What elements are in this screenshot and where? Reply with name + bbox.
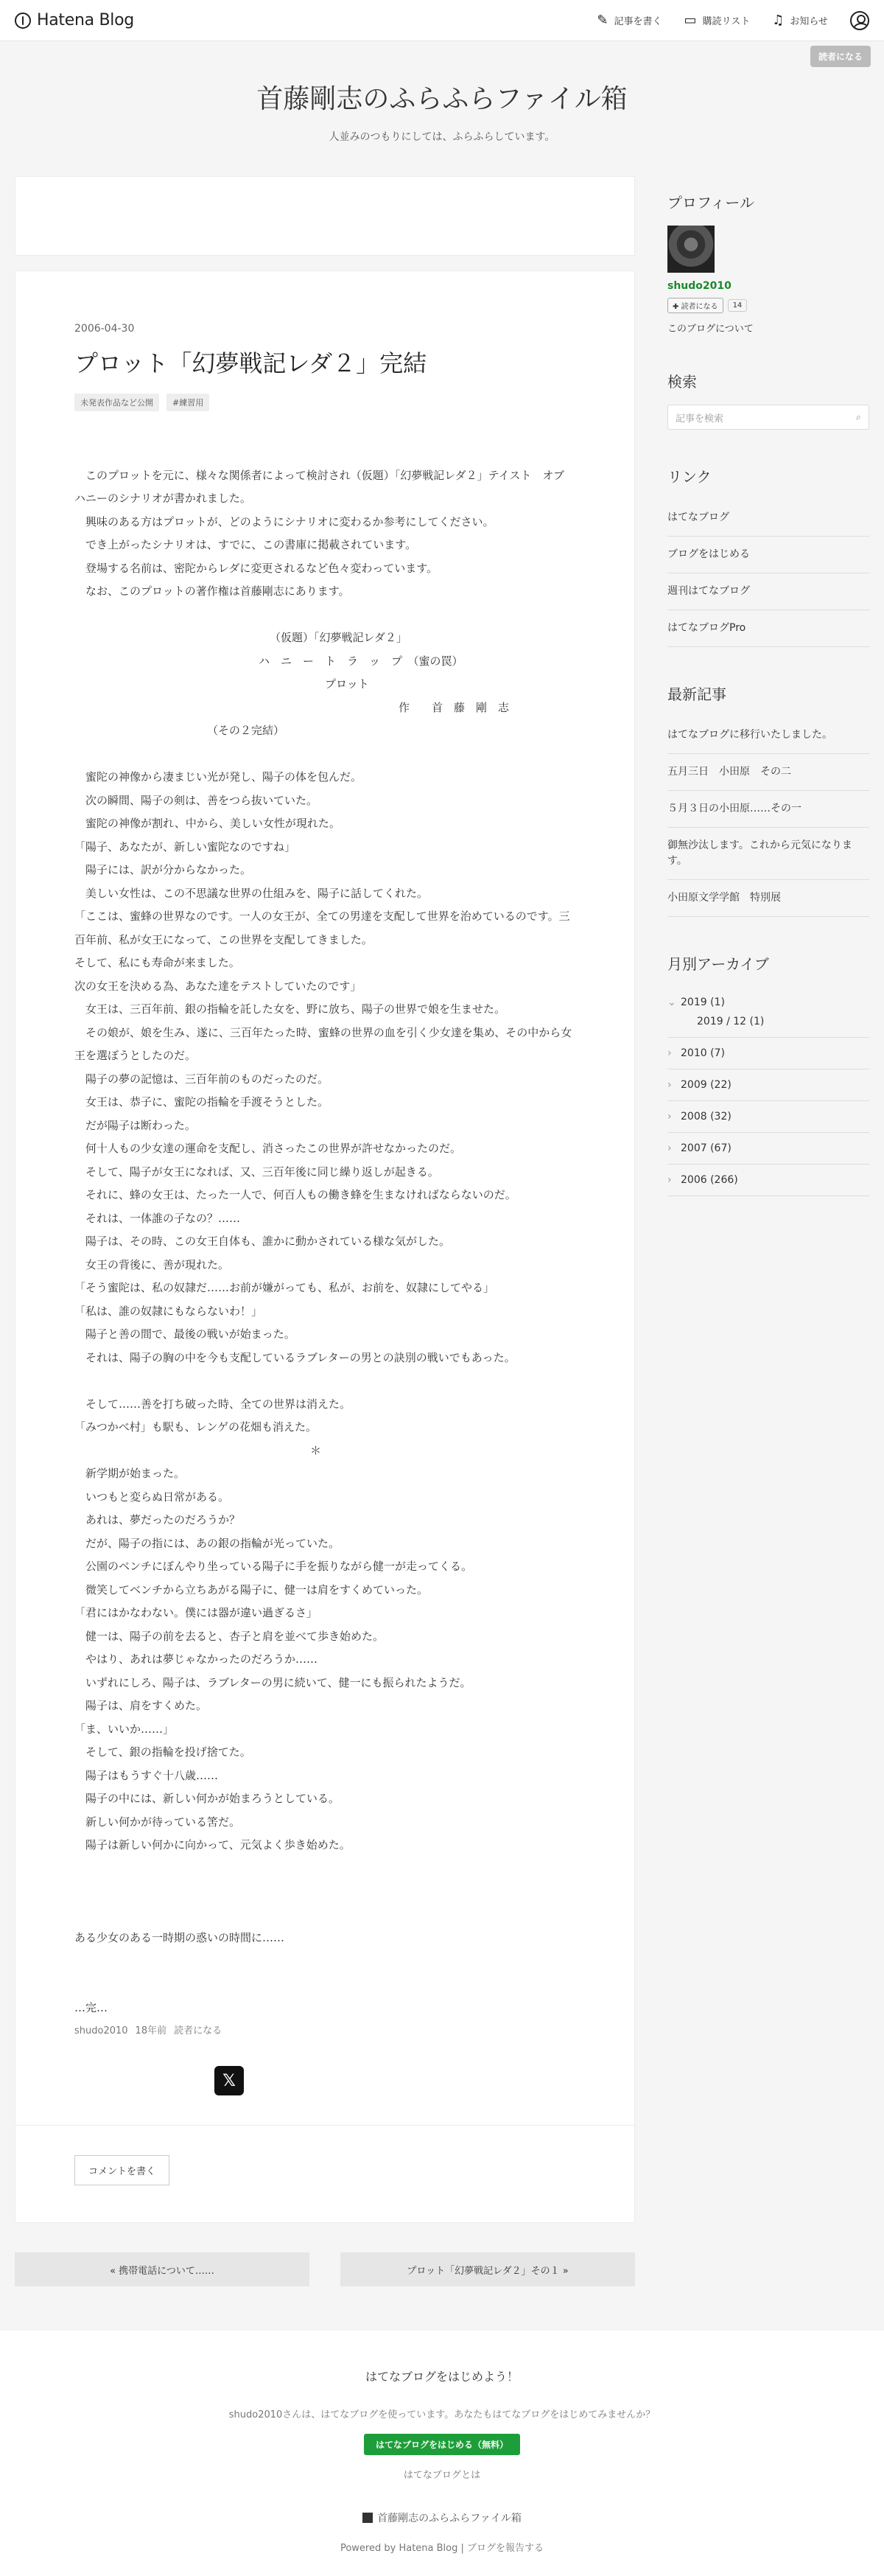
main-column	[15, 176, 635, 2286]
entry-paragraph: そして、陽子が女王になれば、又、三百年後に同じ繰り返しが起きる。	[74, 1165, 439, 1179]
entry-paragraph: （仮題）「幻夢戦記レダ２」	[270, 631, 407, 644]
subscribe-link[interactable]: 読者になる	[174, 2025, 222, 2036]
start-blog-button[interactable]: はてなブログをはじめる（無料）	[364, 2434, 520, 2455]
blog-title[interactable]: 首藤剛志のふらふらファイル箱	[256, 84, 628, 114]
category-tag[interactable]: 未発表作品など公開	[74, 394, 159, 411]
entry-paragraph: 何十人もの少女達の運命を支配し、消さったこの世界が許せなかったのだ。	[74, 1142, 462, 1155]
entry-paragraph: 陽子は新しい何かに向かって、元気よく歩き始めた。	[74, 1838, 351, 1851]
entry-paragraph: ＊	[310, 1443, 322, 1457]
next-entry-link[interactable]: プロット「幻夢戦記レダ２」その１ »	[340, 2252, 635, 2286]
pager	[15, 2252, 635, 2286]
archive-module	[667, 952, 869, 1196]
powered-by[interactable]: Powered by Hatena Blog | ブログを報告する	[340, 2543, 544, 2554]
category-tag[interactable]: #練習用	[166, 394, 209, 411]
archive-year-item[interactable]: ⌄ 2019 (1)	[667, 996, 725, 1008]
entry-paragraph	[74, 1880, 575, 1904]
entry-paragraph: ある少女のある一時期の惑いの時間に……	[74, 1931, 285, 1944]
chevron-right-icon[interactable]: ›	[667, 1142, 672, 1154]
book-icon: ▭	[684, 12, 697, 28]
entry-paragraph: 陽子の夢の記憶は、三百年前のものだったのだ。	[74, 1072, 329, 1086]
hatena-logo-icon	[15, 13, 31, 29]
links-module	[667, 465, 869, 647]
entry-paragraph: 美しい女性は、この不思議な世界の仕組みを、陽子に話してくれた。	[74, 886, 429, 900]
entry-paragraph: 公園のベンチにぼんやり坐っている陽子に手を振りながら健一が走ってくる。	[74, 1560, 473, 1573]
entry-paragraph: 次の瞬間、陽子の剣は、善をつら抜いていた。	[74, 793, 318, 807]
entry-paragraph: でき上がったシナリオは、すでに、この書庫に掲載されています。	[74, 538, 417, 551]
entry-paragraph	[74, 604, 575, 627]
recent-title: 最新記事	[667, 685, 726, 703]
entry-paragraph: そして……善を打ち破った時、全ての世界は消えた。	[74, 1397, 351, 1411]
entry-paragraph: 陽子は、肩をすくめた。	[74, 1699, 208, 1712]
entry-paragraph: あれは、夢だったのだろうか？	[74, 1513, 241, 1526]
entry-paragraph: 陽子と善の間で、最後の戦いが始まった。	[74, 1327, 295, 1341]
chevron-right-icon[interactable]: ›	[667, 1079, 672, 1091]
entry-paragraph	[74, 1904, 575, 1927]
entry-paragraph: いずれにしろ、陽子は、ラブレターの男に続いて、健一にも振られたようだ。	[74, 1675, 471, 1689]
entry-paragraph: 「君にはかなわない。僕には器が違い過ぎるさ」	[74, 1606, 318, 1619]
entry-paragraph: このプロットを元に、様々な関係者によって検討され（仮題）「幻夢戦記レダ２」テイスト オブ ハニーのシナリオが書かれました。	[74, 468, 575, 505]
link-item[interactable]: ブログをはじめる	[667, 537, 869, 573]
pencil-icon: ✎	[597, 12, 608, 28]
entry-paragraph: それは、一体誰の子なの？……	[74, 1211, 241, 1225]
prev-entry-link[interactable]: « 携帯電話について……	[15, 2252, 309, 2286]
share-buttons	[74, 2066, 575, 2095]
bell-icon: ♫	[772, 12, 785, 28]
entry-paragraph: そして、銀の指輪を投げ捨てた。	[74, 1745, 251, 1759]
entry-paragraph: 「陽子、あなたが、新しい蜜陀なのですね」	[74, 840, 296, 854]
entry-paragraph	[74, 743, 575, 767]
footer-heading: はてなブログをはじめよう！	[365, 2370, 519, 2384]
user-menu-icon[interactable]	[850, 11, 869, 30]
chevron-down-icon[interactable]: ⌄	[667, 996, 676, 1008]
entry-author[interactable]: shudo2010	[74, 2025, 128, 2036]
hatena-blog-logo[interactable]	[15, 11, 134, 29]
global-nav	[597, 11, 869, 30]
entry-paragraph: ハ ニ ー ト ラ ッ プ （蜜の罠）	[259, 654, 463, 668]
search-input[interactable]: 記事を検索 ⌕	[667, 405, 869, 430]
entry-paragraph: 蜜陀の神像が割れ、中から、美しい女性が現れた。	[74, 817, 340, 830]
entry-title[interactable]: プロット「幻夢戦記レダ２」完結	[74, 349, 427, 377]
recent-entry-link[interactable]: はてなブログに移行いたしました。	[667, 717, 869, 754]
entry-paragraph	[74, 1857, 575, 1881]
entry-paragraph: 作 首 藤 剛 志	[399, 700, 510, 714]
ad-box	[15, 176, 635, 256]
blog-icon	[362, 2513, 373, 2523]
entry-paragraph: （その２完結）	[207, 724, 285, 737]
entry-paragraph: 陽子は、その時、この女王自体も、誰かに動かされている様な気がした。	[74, 1235, 451, 1248]
entry-paragraph: 「みつかべ村」も駅も、レンゲの花畑も消えた。	[74, 1420, 318, 1434]
entry-paragraph: 「ま、いいか……」	[74, 1722, 175, 1736]
archive-title: 月別アーカイブ	[667, 955, 769, 973]
link-item[interactable]: はてなブログPro	[667, 610, 869, 647]
global-header	[0, 0, 884, 41]
recent-entry-link[interactable]: 五月三日 小田原 その二	[667, 754, 869, 791]
entry-body	[74, 441, 575, 2020]
entry-footer	[74, 2022, 575, 2036]
entry-paragraph: 興味のある方はプロットが、どのようにシナリオに変わるか参考にしてください。	[74, 514, 494, 528]
entry-categories	[74, 394, 575, 411]
entry-paragraph: 女王は、恭子に、蜜陀の指輪を手渡そうとした。	[74, 1095, 329, 1109]
entry-paragraph: いつもと変らぬ日常がある。	[74, 1490, 230, 1504]
archive-month-item[interactable]: 2019 / 12 (1)	[667, 1008, 869, 1038]
entry-paragraph: 「ここは、蜜蜂の世界なのです。一人の女王が、全ての男達を支配して世界を治めているのです。三百年前、私が女王になって、この世界を支配してきました。	[74, 910, 570, 946]
archive-year-item[interactable]: › 2010 (7)	[667, 1038, 869, 1069]
entry-paragraph: 陽子の中には、新しい何かが始まろうとしている。	[74, 1792, 340, 1805]
entry-paragraph	[74, 1369, 575, 1393]
comment-area	[15, 2125, 634, 2193]
avatar[interactable]	[667, 226, 715, 273]
recent-entries-module	[667, 683, 869, 917]
entry-paragraph: 女王の背後に、善が現れた。	[74, 1257, 230, 1271]
links-title: リンク	[667, 468, 712, 486]
profile-title: プロフィール	[667, 194, 754, 212]
entry-paragraph: 女王は、三百年前、銀の指輪を託した女を、野に放ち、陽子の世界で娘を生ませた。	[74, 1002, 506, 1016]
blog-header	[0, 41, 884, 176]
archive-year-item[interactable]: › 2008 (32)	[667, 1101, 869, 1133]
entry-paragraph: 健一は、陽子の前を去ると、杏子と肩を並べて歩き始めた。	[74, 1629, 385, 1643]
subscribe-float-button[interactable]: 読者になる	[810, 46, 871, 67]
logo-text: Hatena Blog	[37, 11, 134, 29]
x-share-icon[interactable]: 𝕏	[214, 2066, 244, 2095]
profile-module	[667, 191, 869, 335]
readers-button[interactable]: ✚ 読者になる	[667, 298, 723, 313]
link-item[interactable]: 週刊はてなブログ	[667, 573, 869, 610]
recent-entry-link[interactable]: ５月３日の小田原……その一	[667, 791, 869, 828]
recent-entry-link[interactable]: 御無沙汰します。これから元気になります。	[667, 828, 869, 880]
footer-text: shudo2010さんは、はてなブログを使っています。あなたもはてなブログをはじめてみませんか？	[228, 2409, 656, 2420]
entry-paragraph: …完…	[74, 2000, 108, 2014]
entry-paragraph	[74, 1973, 575, 1997]
entry-paragraph: 「私は、誰の奴隷にもならないわ！」	[74, 1304, 263, 1318]
footer-blog-link[interactable]: 首藤剛志のふらふらファイル箱	[0, 2510, 884, 2525]
search-module	[667, 370, 869, 430]
chevron-right-icon[interactable]: ›	[667, 1047, 672, 1059]
about-blog-link[interactable]: このブログについて	[667, 324, 754, 335]
entry-paragraph: 新しい何かが待っている筈だ。	[74, 1815, 241, 1829]
footer	[0, 2331, 884, 2576]
entry-paragraph: 「そう蜜陀は、私の奴隷だ……お前が嫌がっても、私が、お前を、奴隷にしてやる」	[74, 1281, 495, 1294]
entry-paragraph: プロット	[325, 677, 369, 691]
entry-paragraph: なお、このプロットの著作権は首藤剛志にあります。	[74, 584, 350, 598]
archive-year-item[interactable]: › 2007 (67)	[667, 1133, 869, 1165]
entry-date[interactable]: 2006-04-30	[74, 323, 135, 335]
blog-description: 人並みのつもりにしては、ふらふらしています。	[329, 131, 555, 143]
about-hatena-link[interactable]: はてなブログとは	[403, 2470, 481, 2481]
entry-paragraph	[74, 1950, 575, 1974]
subscription-list-link[interactable]: ▭ 購読リスト	[684, 12, 751, 28]
entry-paragraph: それは、陽子の胸の中を今も支配しているラブレターの男との訣別の戦いでもあった。	[74, 1350, 516, 1364]
entry-paragraph: 登場する名前は、密陀からレダに変更されるなど色々変わっています。	[74, 561, 438, 575]
entry-paragraph: だが陽子は断わった。	[74, 1118, 196, 1132]
entry-paragraph	[74, 441, 575, 464]
entry-paragraph: やはり、あれは夢じゃなかったのだろうか……	[74, 1652, 318, 1666]
chevron-right-icon[interactable]: ›	[667, 1174, 672, 1186]
entry-paragraph: 陽子には、訳が分からなかった。	[74, 863, 252, 876]
content-wrapper	[15, 176, 869, 2286]
notifications-link[interactable]: ♫ お知らせ	[772, 12, 828, 28]
entry	[15, 270, 635, 2223]
link-item[interactable]: はてなブログ	[667, 500, 869, 537]
profile-name[interactable]: shudo2010	[667, 280, 732, 292]
entry-age[interactable]: 18年前	[135, 2025, 167, 2036]
entry-paragraph: 微笑してベンチから立ちあがる陽子に、健一は肩をすくめていった。	[74, 1582, 429, 1596]
readers-count[interactable]: 14	[728, 299, 748, 312]
entry-paragraph: その娘が、娘を生み、遂に、三百年たった時、蜜蜂の世界の血を引く少女達を集め、その中から女王を選ぼうとしたのだ。	[74, 1025, 572, 1062]
sidebar	[667, 176, 869, 1232]
entry-paragraph: そして、私にも寿命が来ました。	[74, 956, 240, 969]
write-entry-link[interactable]: ✎ 記事を書く	[597, 12, 662, 28]
profile-readers	[667, 298, 869, 313]
entry-paragraph: 陽子はもうすぐ十八歳……	[74, 1768, 219, 1782]
recent-entry-link[interactable]: 小田原文学学館 特別展	[667, 880, 869, 917]
write-comment-button[interactable]: コメントを書く	[74, 2155, 169, 2185]
chevron-right-icon[interactable]: ›	[667, 1111, 672, 1123]
search-title: 検索	[667, 373, 697, 391]
archive-year-item[interactable]: › 2009 (22)	[667, 1069, 869, 1101]
entry-paragraph: だが、陽子の指には、あの銀の指輪が光っていた。	[74, 1536, 340, 1550]
search-icon[interactable]: ⌕	[855, 411, 861, 423]
archive-year-item[interactable]: › 2006 (266)	[667, 1165, 869, 1196]
entry-paragraph: それに、蜂の女王は、たった一人で、何百人もの働き蜂を生まなければならないのだ。	[74, 1188, 516, 1201]
entry-paragraph: 新学期が始まった。	[74, 1467, 186, 1480]
entry-paragraph: 蜜陀の神像から凄まじい光が発し、陽子の体を包んだ。	[74, 770, 362, 783]
entry-paragraph: 次の女王を決める為、あなた達をテストしていたのです」	[74, 979, 362, 993]
